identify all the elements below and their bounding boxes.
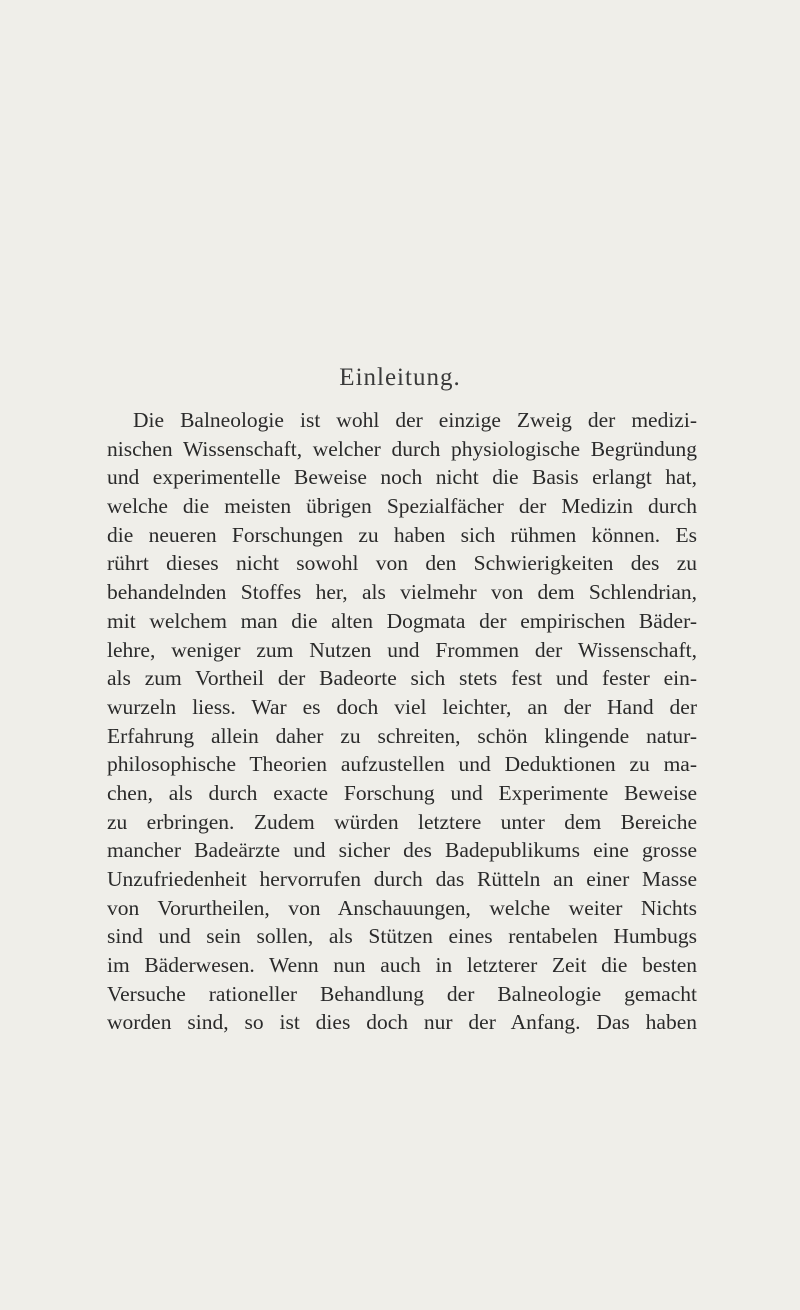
chapter-heading: Einleitung. [339,364,461,391]
text-line: mancher Badeärzte und sicher des Badepublikums eine grosse [107,838,697,863]
text-line: Versuche rationeller Behandlung der Balneologie gemacht [107,981,697,1006]
text-line: behandelnden Stoffes her, als vielmehr von dem Schlendrian, [107,580,697,605]
text-line: Erfahrung allein daher zu schreiten, schön klingende natur- [107,723,697,748]
text-line: rührt dieses nicht sowohl von den Schwierigkeiten des zu [107,551,697,576]
text-line: und experimentelle Beweise noch nicht die Basis erlangt hat, [107,465,697,490]
text-line: Die Balneologie ist wohl der einzige Zweig der medizi- [133,408,697,432]
text-line: die neueren Forschungen zu haben sich rühmen können. Es [107,522,697,547]
text-line: zu erbringen. Zudem würden letztere unter dem Bereiche [107,809,697,834]
text-line: philosophische Theorien aufzustellen und Deduktionen zu ma- [107,752,697,777]
text-line: im Bäderwesen. Wenn nun auch in letzterer Zeit die besten [107,953,697,978]
body-paragraph [107,406,697,1037]
text-line: von Vorurtheilen, von Anschauungen, welche weiter Nichts [107,895,697,920]
text-line: sind und sein sollen, als Stützen eines rentabelen Humbugs [107,924,697,949]
text-line: mit welchem man die alten Dogmata der empirischen Bäder- [107,608,697,633]
text-line: chen, als durch exacte Forschung und Experimente Beweise [107,780,697,805]
text-line: welche die meisten übrigen Spezialfächer der Medizin durch [107,494,697,519]
text-line: als zum Vortheil der Badeorte sich stets fest und fester ein- [107,666,697,691]
text-line: lehre, weniger zum Nutzen und Frommen der Wissenschaft, [107,637,697,662]
text-line: Unzufriedenheit hervorrufen durch das Rütteln an einer Masse [107,867,697,891]
text-line: wurzeln liess. War es doch viel leichter, an der Hand der [107,694,697,719]
text-line: worden sind, so ist dies doch nur der Anfang. Das haben [107,1010,697,1035]
text-line: nischen Wissenschaft, welcher durch physiologische Begründung [107,436,697,461]
